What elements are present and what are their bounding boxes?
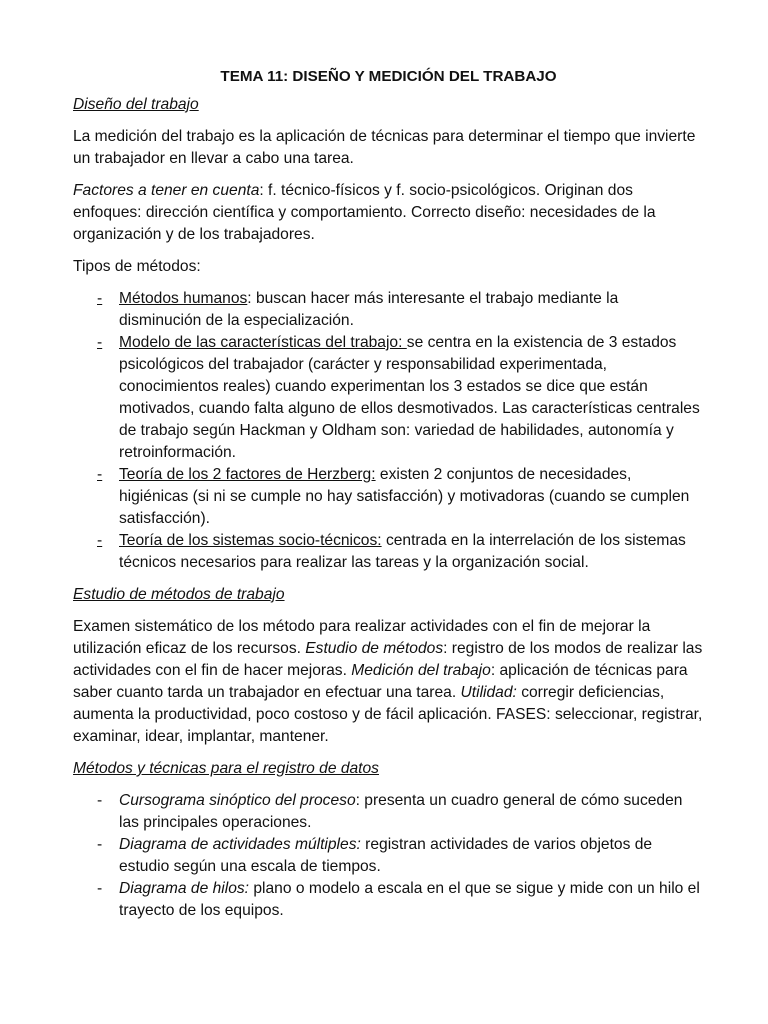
registro-term: Diagrama de hilos: [119,880,250,897]
estudio-text: : registro de los modos de realizar las actividades con el fin de hacer mejoras. [73,640,703,679]
factors-lead: Factores a tener en cuenta [73,182,260,199]
estudio-term: Medición del trabajo [351,662,491,679]
bullet-dash: - [97,836,103,853]
bullet-dash: - [97,792,103,809]
list-item [73,530,704,574]
bullet-dash: - [97,880,103,897]
paragraph-factors [73,180,704,246]
method-term: Teoría de los sistemas socio-técnicos: [119,532,382,549]
document-title: TEMA 11: DISEÑO Y MEDICIÓN DEL TRABAJO [220,68,557,85]
bullet-dash: - [97,334,103,351]
method-term: Teoría de los 2 factores de Herzberg: [119,466,376,483]
registro-term: Diagrama de actividades múltiples: [119,836,361,853]
list-item [73,834,704,878]
section-heading-diseno: Diseño del trabajo [73,96,199,113]
section-heading-estudio: Estudio de métodos de trabajo [73,586,285,603]
method-desc: centrada en la interrelación de los sistemas técnicos necesarios para realizar las tareas y la organización social. [119,532,686,571]
list-item [73,878,704,922]
section-heading-registro: Métodos y técnicas para el registro de datos [73,760,379,777]
estudio-text: : aplicación de técnicas para saber cuanto tarda un trabajador en efectuar una tarea. [73,662,688,701]
bullet-dash: - [97,466,103,483]
list-item [73,464,704,530]
paragraph-estudio [73,616,704,748]
method-term: Modelo de las características del trabajo: [119,334,407,351]
list-item [73,790,704,834]
estudio-text: corregir deficiencias, aumenta la productividad, poco costoso y de fácil aplicación. FASES: seleccionar, registrar, examinar, idear, implantar, mantener. [73,684,703,745]
list-item [73,332,704,464]
registro-term: Cursograma sinóptico del proceso [119,792,356,809]
registro-desc: registran actividades de varios objetos de estudio según una escala de tiempos. [119,836,653,875]
paragraph-definition: La medición del trabajo es la aplicación de técnicas para determinar el tiempo que invierte un trabajador en llevar a cabo una tarea. [73,128,696,167]
registro-desc: : presenta un cuadro general de cómo suceden las principales operaciones. [119,792,683,831]
estudio-term: Utilidad: [460,684,517,701]
list-item [73,288,704,332]
bullet-dash: - [97,290,103,307]
estudio-term: Estudio de métodos [305,640,444,657]
method-desc: : buscan hacer más interesante el trabajo mediante la disminución de la especialización. [119,290,619,329]
method-desc: se centra en la existencia de 3 estados psicológicos del trabajador (carácter y responsabilidad experimentada, conocimientos reales) cuando experimentan los 3 estados se dice que están motivados, cuando falta alguno de ellos desmotivados. Las características centrales de trabajo según Hackman y Oldham son: variedad de habilidades, autonomía y retroinformación. [119,334,700,461]
estudio-text: Examen sistemático de los método para realizar actividades con el fin de mejorar la utilización eficaz de los recursos. [73,618,651,657]
paragraph-method-types: Tipos de métodos: [73,258,201,275]
method-term: Métodos humanos [119,290,248,307]
factors-text: : f. técnico-físicos y f. socio-psicológicos. Originan dos enfoques: dirección científica y comportamiento. Correcto diseño: necesidades de la organización y de los trabajadores. [73,182,656,243]
registro-list [73,790,704,922]
bullet-dash: - [97,532,103,549]
method-desc: existen 2 conjuntos de necesidades, higiénicas (si ni se cumple no hay satisfacción) y motivadoras (cuando se cumplen satisfacción). [119,466,690,527]
registro-desc: plano o modelo a escala en el que se sigue y mide con un hilo el trayecto de los equipos. [119,880,700,919]
methods-list [73,288,704,574]
